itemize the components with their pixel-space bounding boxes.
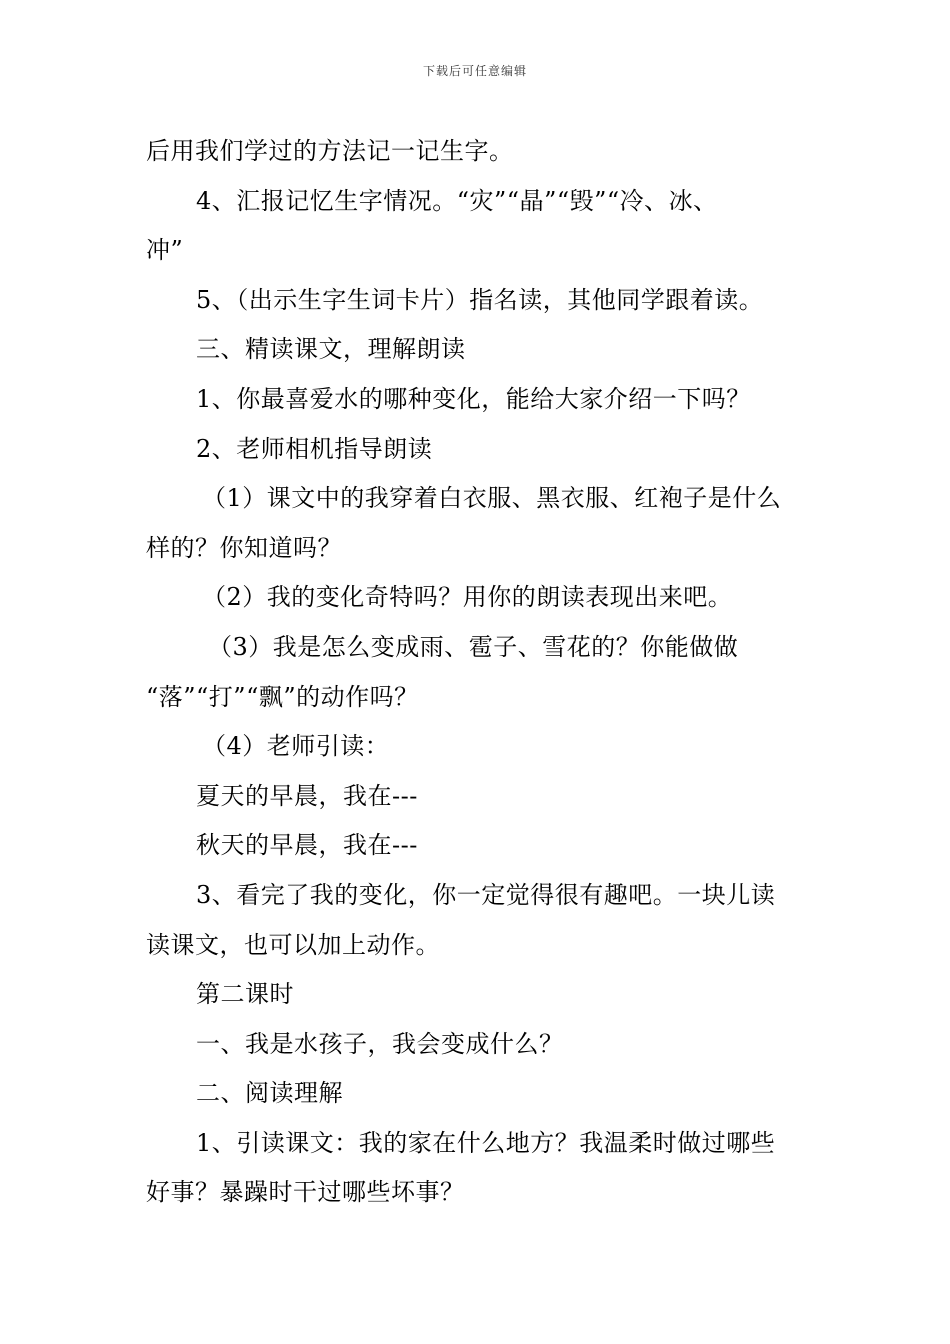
text-line: 读课文，也可以加上动作。 [146,930,440,959]
page-header: 下载后可任意编辑 [422,64,527,78]
text-line: 1、引读课文：我的家在什么地方？我温柔时做过哪些 [196,1128,776,1157]
section-heading: 一、我是水孩子，我会变成什么？ [196,1029,564,1058]
text-line: 1、你最喜爱水的哪种变化，能给大家介绍一下吗？ [196,384,751,413]
section-heading: 第二课时 [196,980,294,1009]
section-heading: 三、精读课文，理解朗读 [196,335,466,364]
text-line: 后用我们学过的方法记一记生字。 [146,137,514,165]
text-line: 样的？你知道吗？ [146,533,342,562]
text-line: （2）我的变化奇特吗？用你的朗读表现出来吧。 [202,583,733,612]
text-line: “落”“打”“飘”的动作吗？ [146,682,419,711]
text-line: 好事？暴躁时干过哪些坏事？ [146,1178,465,1207]
text-line: 2、老师相机指导朗读 [196,434,433,463]
text-line: 3、看完了我的变化，你一定觉得很有趣吧。一块儿读 [196,880,776,909]
text-line: 冲” [146,236,184,265]
text-line: 秋天的早晨，我在--- [196,831,418,860]
text-line: 5、（出示生字生词卡片）指名读，其他同学跟着读。 [196,285,764,314]
document-body [146,127,816,1218]
text-line: 夏天的早晨，我在--- [196,781,418,810]
text-line: （3）我是怎么变成雨、雹子、雪花的？你能做做 [208,632,739,661]
text-line: （4）老师引读： [202,732,390,761]
section-heading: 二、阅读理解 [196,1079,343,1108]
text-line: （1）课文中的我穿着白衣服、黑衣服、红袍子是什么 [202,484,782,513]
text-line: 4、汇报记忆生字情况。“灾”“晶”“毁”“冷、冰、 [196,186,718,215]
